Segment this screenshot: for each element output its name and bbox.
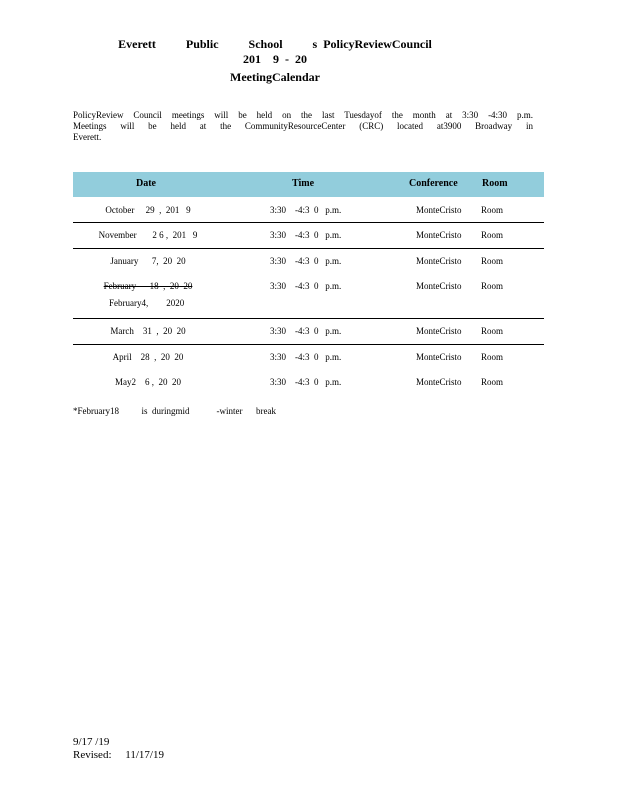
intro-line-1: PolicyReview Council meetings will be held on the last Tuesdayof the month at 3:30 -4:30 p.m. bbox=[73, 110, 533, 120]
row-date-cancelled: February 18 , 20 20 bbox=[103, 281, 193, 291]
footer bbox=[73, 736, 164, 762]
row-room: Room bbox=[481, 377, 504, 387]
footer-date: 9/17 /19 bbox=[73, 736, 110, 748]
title-line-1: Everett Public School s PolicyReviewCouncil bbox=[118, 37, 432, 51]
title-line-2: 201 9 - 20 bbox=[243, 52, 307, 66]
row-date: May2 6 , 20 20 bbox=[115, 377, 181, 387]
header-date: Date bbox=[136, 178, 156, 189]
row-date: January 7, 20 20 bbox=[110, 256, 186, 266]
row-room: Room bbox=[481, 281, 504, 291]
table-row bbox=[73, 319, 544, 345]
intro-line-2: Meetings will be held at the CommunityResourceCenter (CRC) located at3900 Broadway in bbox=[73, 121, 533, 131]
row-conference: MonteCristo bbox=[416, 256, 462, 266]
row-conference: MonteCristo bbox=[416, 377, 462, 387]
row-room: Room bbox=[481, 326, 504, 336]
row-time: 3:30 -4:3 0 p.m. bbox=[270, 281, 342, 291]
row-conference: MonteCristo bbox=[416, 205, 462, 215]
row-conference: MonteCristo bbox=[416, 352, 462, 362]
table-row bbox=[73, 274, 544, 319]
table-header bbox=[73, 172, 544, 197]
intro-line-3: Everett. bbox=[73, 132, 102, 142]
footer-revised: Revised: 11/17/19 bbox=[73, 749, 164, 761]
title-line-3: MeetingCalendar bbox=[230, 70, 320, 84]
row-time: 3:30 -4:3 0 p.m. bbox=[270, 377, 342, 387]
table-row bbox=[73, 197, 544, 223]
row-date: November 2 6 , 201 9 bbox=[98, 230, 198, 240]
row-room: Room bbox=[481, 352, 504, 362]
row-time: 3:30 -4:3 0 p.m. bbox=[270, 256, 342, 266]
row-time: 3:30 -4:3 0 p.m. bbox=[270, 326, 342, 336]
row-time: 3:30 -4:3 0 p.m. bbox=[270, 205, 342, 215]
header-room: Room bbox=[482, 178, 508, 189]
intro-paragraph bbox=[73, 110, 533, 143]
row-room: Room bbox=[481, 230, 504, 240]
table-row bbox=[73, 223, 544, 249]
row-date-rescheduled: February4, 2020 bbox=[109, 298, 185, 308]
row-time: 3:30 -4:3 0 p.m. bbox=[270, 352, 342, 362]
header-conference: Conference bbox=[409, 178, 458, 189]
row-conference: MonteCristo bbox=[416, 281, 462, 291]
header-time: Time bbox=[292, 178, 315, 189]
row-date: March 31 , 20 20 bbox=[110, 326, 186, 336]
row-date: April 28 , 20 20 bbox=[112, 352, 184, 362]
row-room: Room bbox=[481, 205, 504, 215]
table-row bbox=[73, 345, 544, 370]
row-time: 3:30 -4:3 0 p.m. bbox=[270, 230, 342, 240]
row-conference: MonteCristo bbox=[416, 326, 462, 336]
meeting-table bbox=[73, 172, 544, 395]
table-row bbox=[73, 370, 544, 395]
row-room: Room bbox=[481, 256, 504, 266]
row-date: October 29 , 201 9 bbox=[105, 205, 191, 215]
table-row bbox=[73, 249, 544, 274]
footnote: *February18 is duringmid -winter break bbox=[73, 406, 276, 416]
row-conference: MonteCristo bbox=[416, 230, 462, 240]
